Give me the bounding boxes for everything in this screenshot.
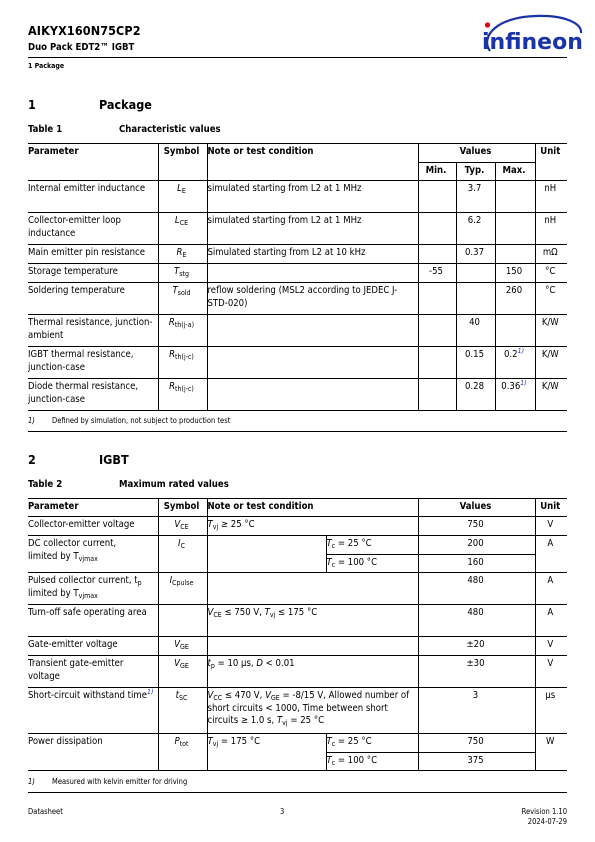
unit-cell: nH bbox=[535, 181, 567, 213]
min-cell: -55 bbox=[418, 264, 456, 283]
unit-cell: A bbox=[535, 605, 567, 637]
table-row bbox=[28, 213, 567, 245]
section-2-number: 2 bbox=[28, 452, 36, 467]
typ-cell: 0.28 bbox=[456, 379, 495, 411]
col-header-condition: Note or test condition bbox=[207, 499, 418, 517]
symbol-cell: $R_E$ bbox=[158, 245, 207, 264]
table-row bbox=[28, 315, 567, 347]
logo-wordmark: infineon bbox=[482, 30, 583, 55]
symbol-cell: $L_E$ bbox=[158, 181, 207, 213]
param-cell: Diode thermal resistance, junction-case bbox=[28, 379, 158, 411]
subcondition-cell: $T_c = 25$ °C bbox=[326, 536, 418, 555]
unit-cell: W bbox=[535, 734, 567, 771]
unit-cell: K/W bbox=[535, 379, 567, 411]
symbol-cell: $R_{th(j-a)}$ bbox=[158, 315, 207, 347]
condition-cell: simulated starting from L2 at 1 MHz bbox=[207, 213, 418, 245]
value-cell: 480 bbox=[418, 605, 535, 637]
symbol-cell: $V_{GE}$ bbox=[158, 637, 207, 656]
table-2-label: Table 2 bbox=[28, 479, 63, 490]
table-row bbox=[28, 264, 567, 283]
value-cell: ±30 bbox=[418, 656, 535, 688]
unit-cell: °C bbox=[535, 264, 567, 283]
col-header-min: Min. bbox=[418, 163, 456, 181]
param-cell: Storage temperature bbox=[28, 264, 158, 283]
breadcrumb: 1 Package bbox=[28, 62, 65, 70]
product-subtitle: Duo Pack EDT2™ IGBT bbox=[28, 42, 135, 53]
table-row bbox=[28, 605, 567, 637]
condition-cell: $t_p = 10$ µs, D < 0.01 bbox=[207, 656, 418, 688]
condition-cell: $V_{CE} \le 750$ V, $T_{vj} \le 175$ °C bbox=[207, 605, 418, 637]
condition-cell bbox=[207, 637, 418, 656]
symbol-cell: $I_C$ bbox=[158, 536, 207, 573]
table-2-footnote-mark: 1) bbox=[28, 777, 35, 786]
table-row bbox=[28, 245, 567, 264]
min-cell bbox=[418, 181, 456, 213]
footer-date: 2024-07-29 bbox=[527, 817, 567, 826]
value-cell: 375 bbox=[418, 753, 535, 771]
col-header-parameter: Parameter bbox=[28, 499, 158, 517]
condition-cell bbox=[207, 264, 418, 283]
min-cell bbox=[418, 245, 456, 264]
param-cell: Thermal resistance, junction-ambient bbox=[28, 315, 158, 347]
min-cell bbox=[418, 315, 456, 347]
value-cell: 200 bbox=[418, 536, 535, 555]
condition-cell bbox=[207, 536, 326, 573]
condition-cell: $T_{vj} \ge 25$ °C bbox=[207, 517, 418, 536]
symbol-cell: $T_{sold}$ bbox=[158, 283, 207, 315]
typ-cell bbox=[456, 283, 495, 315]
param-cell: Short-circuit withstand time$^{1)}$ bbox=[28, 688, 158, 734]
condition-cell: simulated starting from L2 at 1 MHz bbox=[207, 181, 418, 213]
symbol-cell: $t_{SC}$ bbox=[158, 688, 207, 734]
min-cell bbox=[418, 379, 456, 411]
symbol-cell: $R_{th(j-c)}$ bbox=[158, 379, 207, 411]
footer-page-number: 3 bbox=[280, 807, 285, 816]
maximum-rated-values-table bbox=[28, 498, 567, 771]
table-row bbox=[28, 517, 567, 536]
param-cell: Turn-off safe operating area bbox=[28, 605, 158, 637]
table-2-footnote: Measured with kelvin emitter for driving bbox=[52, 777, 188, 786]
max-cell: 260 bbox=[495, 283, 535, 315]
product-name: AIKYX160N75CP2 bbox=[28, 23, 141, 38]
unit-cell: V bbox=[535, 637, 567, 656]
col-header-max: Max. bbox=[495, 163, 535, 181]
max-cell bbox=[495, 245, 535, 264]
col-header-values: Values bbox=[418, 499, 535, 517]
subcondition-cell: $T_c = 25$ °C bbox=[326, 734, 418, 753]
characteristic-values-table bbox=[28, 143, 567, 411]
table-row bbox=[28, 637, 567, 656]
table-1-label: Table 1 bbox=[28, 124, 63, 135]
symbol-cell: $T_{stg}$ bbox=[158, 264, 207, 283]
condition-cell bbox=[207, 315, 418, 347]
min-cell bbox=[418, 347, 456, 379]
table-1-footnote-mark: 1) bbox=[28, 416, 35, 425]
col-header-unit: Unit bbox=[535, 499, 567, 517]
typ-cell bbox=[456, 264, 495, 283]
unit-cell: mΩ bbox=[535, 245, 567, 264]
col-header-symbol: Symbol bbox=[158, 144, 207, 181]
col-header-parameter: Parameter bbox=[28, 144, 158, 181]
unit-cell: A bbox=[535, 536, 567, 573]
logo-dot-icon bbox=[485, 22, 490, 27]
typ-cell: 0.15 bbox=[456, 347, 495, 379]
param-cell: Main emitter pin resistance bbox=[28, 245, 158, 264]
unit-cell: A bbox=[535, 573, 567, 605]
max-cell: 150 bbox=[495, 264, 535, 283]
infineon-logo bbox=[478, 13, 584, 61]
subcondition-cell: $T_c = 100$ °C bbox=[326, 555, 418, 573]
footer-doc-type: Datasheet bbox=[28, 807, 63, 816]
typ-cell: 6.2 bbox=[456, 213, 495, 245]
param-cell: Power dissipation bbox=[28, 734, 158, 771]
param-cell: Transient gate-emitter voltage bbox=[28, 656, 158, 688]
table-row bbox=[28, 688, 567, 734]
value-cell: 160 bbox=[418, 555, 535, 573]
table-2-caption: Maximum rated values bbox=[119, 479, 229, 490]
typ-cell: 3.7 bbox=[456, 181, 495, 213]
value-cell: 480 bbox=[418, 573, 535, 605]
section-1-title: Package bbox=[99, 97, 152, 112]
table-row bbox=[28, 536, 567, 555]
param-cell: Internal emitter inductance bbox=[28, 181, 158, 213]
min-cell bbox=[418, 213, 456, 245]
condition-cell: $T_{vj} = 175$ °C bbox=[207, 734, 326, 771]
value-cell: 3 bbox=[418, 688, 535, 734]
condition-cell bbox=[207, 573, 418, 605]
col-header-symbol: Symbol bbox=[158, 499, 207, 517]
table-row bbox=[28, 573, 567, 605]
condition-cell: $V_{CC} \le 470$ V, $V_{GE} = -8/15$ V, Allowed number of short circuits < 1000, Time between short circuits ≥ 1.0 s, $T_{vj} = 25$ °C bbox=[207, 688, 418, 734]
symbol-cell: $I_{Cpulse}$ bbox=[158, 573, 207, 605]
footer-revision: Revision 1.10 bbox=[521, 807, 567, 816]
table-1-caption: Characteristic values bbox=[119, 124, 221, 135]
col-header-typ: Typ. bbox=[456, 163, 495, 181]
table-row bbox=[28, 283, 567, 315]
subcondition-cell: $T_c = 100$ °C bbox=[326, 753, 418, 771]
condition-cell: reflow soldering (MSL2 according to JEDEC J-STD-020) bbox=[207, 283, 418, 315]
unit-cell: V bbox=[535, 517, 567, 536]
table-1-footnote-divider bbox=[28, 431, 567, 432]
symbol-cell: $P_{tot}$ bbox=[158, 734, 207, 771]
table-2-footnote-divider bbox=[28, 792, 567, 793]
param-cell: IGBT thermal resistance, junction-case bbox=[28, 347, 158, 379]
symbol-cell: $V_{GE}$ bbox=[158, 656, 207, 688]
symbol-cell: $R_{th(j-c)}$ bbox=[158, 347, 207, 379]
max-cell bbox=[495, 315, 535, 347]
table-1-footnote: Defined by simulation, not subject to production test bbox=[52, 416, 231, 425]
max-cell: 0.2$^{1)}$ bbox=[495, 347, 535, 379]
unit-cell: K/W bbox=[535, 347, 567, 379]
symbol-cell: $V_{CE}$ bbox=[158, 517, 207, 536]
max-cell bbox=[495, 213, 535, 245]
typ-cell: 40 bbox=[456, 315, 495, 347]
unit-cell: µs bbox=[535, 688, 567, 734]
section-2-title: IGBT bbox=[99, 452, 129, 467]
max-cell bbox=[495, 181, 535, 213]
condition-cell bbox=[207, 379, 418, 411]
param-cell: DC collector current, limited by $T_{vjmax}$ bbox=[28, 536, 158, 573]
condition-cell bbox=[207, 347, 418, 379]
param-cell: Soldering temperature bbox=[28, 283, 158, 315]
condition-cell: Simulated starting from L2 at 10 kHz bbox=[207, 245, 418, 264]
col-header-values: Values bbox=[418, 144, 535, 163]
min-cell bbox=[418, 283, 456, 315]
param-cell: Gate-emitter voltage bbox=[28, 637, 158, 656]
param-cell: Pulsed collector current, $t_p$ limited by $T_{vjmax}$ bbox=[28, 573, 158, 605]
table-row bbox=[28, 734, 567, 753]
value-cell: ±20 bbox=[418, 637, 535, 656]
unit-cell: K/W bbox=[535, 315, 567, 347]
col-header-condition: Note or test condition bbox=[207, 144, 418, 181]
table-row bbox=[28, 379, 567, 411]
value-cell: 750 bbox=[418, 734, 535, 753]
section-1-number: 1 bbox=[28, 97, 36, 112]
max-cell: 0.36$^{1)}$ bbox=[495, 379, 535, 411]
table-row bbox=[28, 181, 567, 213]
table-row bbox=[28, 347, 567, 379]
unit-cell: °C bbox=[535, 283, 567, 315]
symbol-cell: $L_{CE}$ bbox=[158, 213, 207, 245]
table-row bbox=[28, 656, 567, 688]
unit-cell: V bbox=[535, 656, 567, 688]
typ-cell: 0.37 bbox=[456, 245, 495, 264]
param-cell: Collector-emitter voltage bbox=[28, 517, 158, 536]
unit-cell: nH bbox=[535, 213, 567, 245]
value-cell: 750 bbox=[418, 517, 535, 536]
symbol-cell bbox=[158, 605, 207, 637]
col-header-unit: Unit bbox=[535, 144, 567, 181]
param-cell: Collector-emitter loop inductance bbox=[28, 213, 158, 245]
